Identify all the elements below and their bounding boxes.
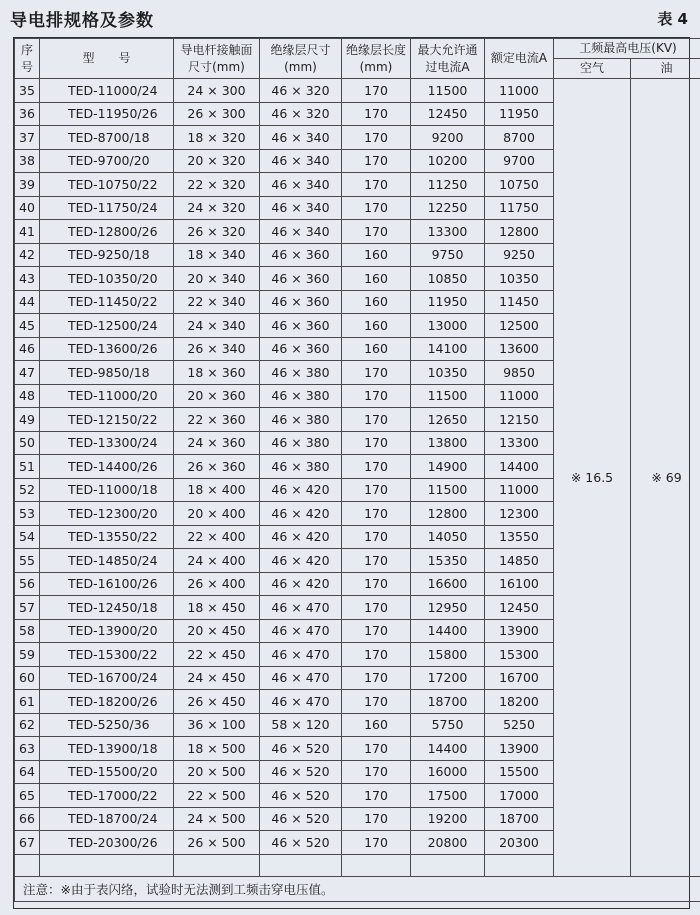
header-rated-current: 额定电流A <box>485 39 554 79</box>
model-cell: TED-13550/22 <box>40 525 174 549</box>
spec-table <box>14 38 700 902</box>
row-number: 56 <box>15 572 40 596</box>
blank-cell <box>485 854 554 876</box>
row-number: 43 <box>15 267 40 291</box>
max-current-cell: 11500 <box>411 79 485 103</box>
contact-size-cell: 18 × 340 <box>174 243 260 267</box>
insulation-length-cell: 170 <box>342 831 411 855</box>
insulation-length-cell: 170 <box>342 79 411 103</box>
insulation-length-cell: 170 <box>342 525 411 549</box>
row-number: 57 <box>15 596 40 620</box>
model-cell: TED-9250/18 <box>40 243 174 267</box>
rated-current-cell: 11000 <box>485 478 554 502</box>
insulation-length-cell: 170 <box>342 807 411 831</box>
insulation-size-cell: 46 × 470 <box>260 643 342 667</box>
model-cell: TED-13900/20 <box>40 619 174 643</box>
max-current-cell: 9200 <box>411 126 485 150</box>
insulation-size-cell: 46 × 320 <box>260 79 342 103</box>
blank-cell <box>174 854 260 876</box>
contact-size-cell: 22 × 500 <box>174 784 260 808</box>
table-row <box>15 79 700 103</box>
insulation-size-cell: 46 × 360 <box>260 337 342 361</box>
rated-current-cell: 18200 <box>485 690 554 714</box>
voltage-air-cell: ※ 16.5 <box>554 79 631 877</box>
max-current-cell: 12950 <box>411 596 485 620</box>
max-current-cell: 18700 <box>411 690 485 714</box>
max-current-cell: 5750 <box>411 713 485 737</box>
model-cell: TED-12300/20 <box>40 502 174 526</box>
model-cell: TED-15500/20 <box>40 760 174 784</box>
max-current-cell: 17500 <box>411 784 485 808</box>
model-cell: TED-12150/22 <box>40 408 174 432</box>
rated-current-cell: 16700 <box>485 666 554 690</box>
contact-size-cell: 18 × 360 <box>174 361 260 385</box>
model-cell: TED-13300/24 <box>40 431 174 455</box>
insulation-length-cell: 170 <box>342 666 411 690</box>
model-cell: TED-10350/20 <box>40 267 174 291</box>
max-current-cell: 10350 <box>411 361 485 385</box>
row-number: 52 <box>15 478 40 502</box>
insulation-size-cell: 46 × 420 <box>260 502 342 526</box>
rated-current-cell: 10350 <box>485 267 554 291</box>
row-number: 60 <box>15 666 40 690</box>
insulation-length-cell: 170 <box>342 643 411 667</box>
row-number: 39 <box>15 173 40 197</box>
rated-current-cell: 12300 <box>485 502 554 526</box>
row-number: 47 <box>15 361 40 385</box>
max-current-cell: 11500 <box>411 384 485 408</box>
row-number: 44 <box>15 290 40 314</box>
row-number: 62 <box>15 713 40 737</box>
insulation-size-cell: 46 × 420 <box>260 572 342 596</box>
contact-size-cell: 24 × 300 <box>174 79 260 103</box>
max-current-cell: 11500 <box>411 478 485 502</box>
insulation-size-cell: 46 × 470 <box>260 666 342 690</box>
rated-current-cell: 9850 <box>485 361 554 385</box>
insulation-size-cell: 46 × 360 <box>260 267 342 291</box>
max-current-cell: 11250 <box>411 173 485 197</box>
contact-size-cell: 18 × 500 <box>174 737 260 761</box>
max-current-cell: 19200 <box>411 807 485 831</box>
model-cell: TED-9700/20 <box>40 149 174 173</box>
row-number: 48 <box>15 384 40 408</box>
max-current-cell: 12650 <box>411 408 485 432</box>
contact-size-cell: 22 × 360 <box>174 408 260 432</box>
insulation-length-cell: 160 <box>342 267 411 291</box>
rated-current-cell: 11950 <box>485 102 554 126</box>
model-cell: TED-12500/24 <box>40 314 174 338</box>
max-current-cell: 16600 <box>411 572 485 596</box>
rated-current-cell: 9250 <box>485 243 554 267</box>
model-cell: TED-16700/24 <box>40 666 174 690</box>
contact-size-cell: 26 × 500 <box>174 831 260 855</box>
insulation-length-cell: 170 <box>342 784 411 808</box>
contact-size-cell: 20 × 500 <box>174 760 260 784</box>
rated-current-cell: 12500 <box>485 314 554 338</box>
rated-current-cell: 16100 <box>485 572 554 596</box>
blank-cell <box>40 854 174 876</box>
max-current-cell: 20800 <box>411 831 485 855</box>
model-cell: TED-12800/26 <box>40 220 174 244</box>
insulation-length-cell: 170 <box>342 126 411 150</box>
insulation-size-cell: 46 × 340 <box>260 126 342 150</box>
insulation-length-cell: 170 <box>342 737 411 761</box>
contact-size-cell: 24 × 360 <box>174 431 260 455</box>
model-cell: TED-18200/26 <box>40 690 174 714</box>
insulation-length-cell: 170 <box>342 549 411 573</box>
insulation-size-cell: 46 × 520 <box>260 760 342 784</box>
rated-current-cell: 9700 <box>485 149 554 173</box>
contact-size-cell: 26 × 360 <box>174 455 260 479</box>
row-number: 46 <box>15 337 40 361</box>
insulation-size-cell: 46 × 380 <box>260 408 342 432</box>
insulation-length-cell: 170 <box>342 149 411 173</box>
note-row <box>15 876 700 901</box>
model-cell: TED-8700/18 <box>40 126 174 150</box>
rated-current-cell: 15500 <box>485 760 554 784</box>
model-cell: TED-16100/26 <box>40 572 174 596</box>
insulation-length-cell: 170 <box>342 196 411 220</box>
insulation-length-cell: 170 <box>342 102 411 126</box>
row-number: 66 <box>15 807 40 831</box>
contact-size-cell: 26 × 400 <box>174 572 260 596</box>
max-current-cell: 13000 <box>411 314 485 338</box>
insulation-size-cell: 46 × 420 <box>260 525 342 549</box>
max-current-cell: 14400 <box>411 619 485 643</box>
model-cell: TED-20300/26 <box>40 831 174 855</box>
row-number: 41 <box>15 220 40 244</box>
contact-size-cell: 26 × 340 <box>174 337 260 361</box>
row-number: 49 <box>15 408 40 432</box>
insulation-size-cell: 46 × 380 <box>260 361 342 385</box>
model-cell: TED-12450/18 <box>40 596 174 620</box>
model-cell: TED-13600/26 <box>40 337 174 361</box>
contact-size-cell: 22 × 450 <box>174 643 260 667</box>
model-cell: TED-14400/26 <box>40 455 174 479</box>
model-cell: TED-11750/24 <box>40 196 174 220</box>
contact-size-cell: 26 × 300 <box>174 102 260 126</box>
max-current-cell: 15350 <box>411 549 485 573</box>
contact-size-cell: 24 × 450 <box>174 666 260 690</box>
header-air: 空气 <box>554 59 631 79</box>
insulation-length-cell: 170 <box>342 220 411 244</box>
contact-size-cell: 36 × 100 <box>174 713 260 737</box>
table-number: 表 4 <box>657 10 688 28</box>
insulation-size-cell: 46 × 380 <box>260 455 342 479</box>
contact-size-cell: 20 × 450 <box>174 619 260 643</box>
rated-current-cell: 14400 <box>485 455 554 479</box>
max-current-cell: 17200 <box>411 666 485 690</box>
model-cell: TED-14850/24 <box>40 549 174 573</box>
insulation-length-cell: 170 <box>342 384 411 408</box>
rated-current-cell: 12450 <box>485 596 554 620</box>
max-current-cell: 16000 <box>411 760 485 784</box>
page-title: 导电排规格及参数 <box>10 11 154 31</box>
model-cell: TED-17000/22 <box>40 784 174 808</box>
insulation-length-cell: 170 <box>342 690 411 714</box>
rated-current-cell: 11000 <box>485 79 554 103</box>
header-max-current: 最大允许通过电流A <box>411 39 485 79</box>
max-current-cell: 14050 <box>411 525 485 549</box>
insulation-size-cell: 46 × 470 <box>260 596 342 620</box>
model-cell: TED-11950/26 <box>40 102 174 126</box>
rated-current-cell: 10750 <box>485 173 554 197</box>
insulation-length-cell: 170 <box>342 478 411 502</box>
insulation-length-cell: 170 <box>342 431 411 455</box>
insulation-length-cell: 170 <box>342 455 411 479</box>
row-number: 35 <box>15 79 40 103</box>
max-current-cell: 13300 <box>411 220 485 244</box>
insulation-length-cell: 170 <box>342 173 411 197</box>
rated-current-cell: 15300 <box>485 643 554 667</box>
header-voltage: 工频最高电压(KV) <box>554 39 700 59</box>
voltage-oil-cell: ※ 69 <box>631 79 700 877</box>
rated-current-cell: 5250 <box>485 713 554 737</box>
model-cell: TED-5250/36 <box>40 713 174 737</box>
blank-cell <box>260 854 342 876</box>
model-cell: TED-11000/24 <box>40 79 174 103</box>
insulation-size-cell: 46 × 320 <box>260 102 342 126</box>
contact-size-cell: 26 × 320 <box>174 220 260 244</box>
row-number: 38 <box>15 149 40 173</box>
insulation-size-cell: 46 × 420 <box>260 549 342 573</box>
contact-size-cell: 22 × 340 <box>174 290 260 314</box>
blank-cell <box>15 854 40 876</box>
contact-size-cell: 22 × 320 <box>174 173 260 197</box>
rated-current-cell: 11750 <box>485 196 554 220</box>
max-current-cell: 9750 <box>411 243 485 267</box>
rated-current-cell: 12150 <box>485 408 554 432</box>
insulation-size-cell: 46 × 420 <box>260 478 342 502</box>
insulation-length-cell: 160 <box>342 713 411 737</box>
model-cell: TED-11000/20 <box>40 384 174 408</box>
max-current-cell: 14100 <box>411 337 485 361</box>
insulation-length-cell: 170 <box>342 361 411 385</box>
rated-current-cell: 18700 <box>485 807 554 831</box>
insulation-length-cell: 160 <box>342 243 411 267</box>
rated-current-cell: 13900 <box>485 619 554 643</box>
header-contact-size: 导电杆接触面尺寸(mm) <box>174 39 260 79</box>
insulation-length-cell: 170 <box>342 408 411 432</box>
note-text: 注意：※由于表闪络，试验时无法测到工频击穿电压值。 <box>15 876 700 901</box>
insulation-length-cell: 170 <box>342 502 411 526</box>
table-body <box>15 79 700 902</box>
model-cell: TED-15300/22 <box>40 643 174 667</box>
row-number: 50 <box>15 431 40 455</box>
rated-current-cell: 11450 <box>485 290 554 314</box>
contact-size-cell: 26 × 450 <box>174 690 260 714</box>
insulation-size-cell: 46 × 380 <box>260 384 342 408</box>
insulation-length-cell: 170 <box>342 760 411 784</box>
insulation-size-cell: 46 × 520 <box>260 807 342 831</box>
model-cell: TED-9850/18 <box>40 361 174 385</box>
rated-current-cell: 12800 <box>485 220 554 244</box>
contact-size-cell: 24 × 320 <box>174 196 260 220</box>
contact-size-cell: 22 × 400 <box>174 525 260 549</box>
model-cell: TED-10750/22 <box>40 173 174 197</box>
insulation-size-cell: 46 × 340 <box>260 149 342 173</box>
insulation-size-cell: 46 × 470 <box>260 690 342 714</box>
rated-current-cell: 13900 <box>485 737 554 761</box>
contact-size-cell: 20 × 340 <box>174 267 260 291</box>
row-number: 42 <box>15 243 40 267</box>
rated-current-cell: 8700 <box>485 126 554 150</box>
insulation-length-cell: 160 <box>342 314 411 338</box>
insulation-size-cell: 46 × 360 <box>260 290 342 314</box>
rated-current-cell: 14850 <box>485 549 554 573</box>
insulation-size-cell: 46 × 340 <box>260 196 342 220</box>
row-number: 67 <box>15 831 40 855</box>
model-cell: TED-13900/18 <box>40 737 174 761</box>
rated-current-cell: 11000 <box>485 384 554 408</box>
model-cell: TED-11450/22 <box>40 290 174 314</box>
row-number: 36 <box>15 102 40 126</box>
row-number: 51 <box>15 455 40 479</box>
header-insulation-size: 绝缘层尺寸(mm) <box>260 39 342 79</box>
row-number: 54 <box>15 525 40 549</box>
rated-current-cell: 13300 <box>485 431 554 455</box>
blank-cell <box>342 854 411 876</box>
insulation-size-cell: 46 × 520 <box>260 831 342 855</box>
insulation-length-cell: 170 <box>342 596 411 620</box>
insulation-length-cell: 160 <box>342 290 411 314</box>
row-number: 58 <box>15 619 40 643</box>
contact-size-cell: 20 × 320 <box>174 149 260 173</box>
insulation-size-cell: 46 × 360 <box>260 314 342 338</box>
contact-size-cell: 24 × 500 <box>174 807 260 831</box>
row-number: 55 <box>15 549 40 573</box>
row-number: 59 <box>15 643 40 667</box>
max-current-cell: 13800 <box>411 431 485 455</box>
contact-size-cell: 20 × 360 <box>174 384 260 408</box>
header-seq: 序号 <box>15 39 40 79</box>
header-oil: 油 <box>631 59 700 79</box>
max-current-cell: 10850 <box>411 267 485 291</box>
header-insulation-length: 绝缘层长度(mm) <box>342 39 411 79</box>
max-current-cell: 11950 <box>411 290 485 314</box>
contact-size-cell: 20 × 400 <box>174 502 260 526</box>
max-current-cell: 12800 <box>411 502 485 526</box>
insulation-size-cell: 46 × 520 <box>260 737 342 761</box>
insulation-size-cell: 46 × 360 <box>260 243 342 267</box>
insulation-size-cell: 46 × 520 <box>260 784 342 808</box>
insulation-length-cell: 170 <box>342 572 411 596</box>
rated-current-cell: 17000 <box>485 784 554 808</box>
contact-size-cell: 18 × 400 <box>174 478 260 502</box>
row-number: 37 <box>15 126 40 150</box>
max-current-cell: 14400 <box>411 737 485 761</box>
contact-size-cell: 18 × 450 <box>174 596 260 620</box>
max-current-cell: 12250 <box>411 196 485 220</box>
model-cell: TED-11000/18 <box>40 478 174 502</box>
contact-size-cell: 18 × 320 <box>174 126 260 150</box>
rated-current-cell: 13550 <box>485 525 554 549</box>
row-number: 65 <box>15 784 40 808</box>
rated-current-cell: 20300 <box>485 831 554 855</box>
rated-current-cell: 13600 <box>485 337 554 361</box>
contact-size-cell: 24 × 340 <box>174 314 260 338</box>
insulation-size-cell: 46 × 340 <box>260 173 342 197</box>
spec-table-frame <box>13 37 690 909</box>
row-number: 63 <box>15 737 40 761</box>
row-number: 53 <box>15 502 40 526</box>
max-current-cell: 10200 <box>411 149 485 173</box>
row-number: 45 <box>15 314 40 338</box>
header-model: 型 号 <box>40 39 174 79</box>
insulation-length-cell: 160 <box>342 337 411 361</box>
insulation-size-cell: 46 × 340 <box>260 220 342 244</box>
row-number: 40 <box>15 196 40 220</box>
max-current-cell: 14900 <box>411 455 485 479</box>
model-cell: TED-18700/24 <box>40 807 174 831</box>
row-number: 64 <box>15 760 40 784</box>
insulation-size-cell: 46 × 380 <box>260 431 342 455</box>
insulation-size-cell: 58 × 120 <box>260 713 342 737</box>
max-current-cell: 12450 <box>411 102 485 126</box>
blank-cell <box>411 854 485 876</box>
insulation-length-cell: 170 <box>342 619 411 643</box>
insulation-size-cell: 46 × 470 <box>260 619 342 643</box>
contact-size-cell: 24 × 400 <box>174 549 260 573</box>
row-number: 61 <box>15 690 40 714</box>
max-current-cell: 15800 <box>411 643 485 667</box>
